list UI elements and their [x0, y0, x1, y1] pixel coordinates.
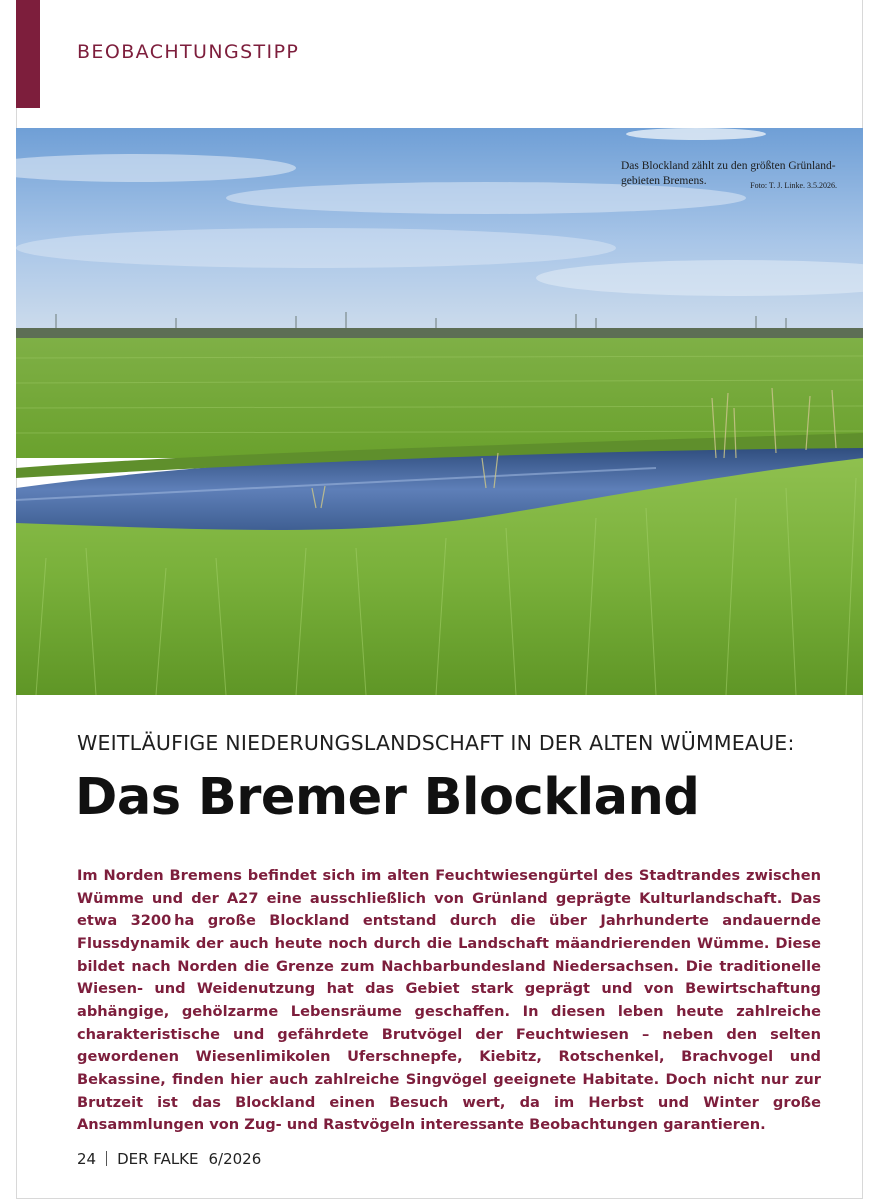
landscape-photo: [16, 128, 863, 695]
footer-divider: [106, 1151, 107, 1166]
page-number: 24: [77, 1150, 97, 1168]
section-color-bar: [16, 0, 40, 108]
photo-credit: Foto: T. J. Linke. 3.5.2026.: [750, 181, 837, 190]
issue-number: 6/2026: [208, 1150, 262, 1168]
photo-caption-text: Das Blockland zählt zu den größten Grünlandgebieten Bremens.: [621, 160, 836, 187]
section-label: BEOBACHTUNGSTIPP: [77, 41, 300, 63]
magazine-name: DER FALKE: [117, 1150, 199, 1168]
article-kicker: WEITLÄUFIGE NIEDERUNGSLANDSCHAFT IN DER ALTEN WÜMMEAUE:: [77, 731, 795, 755]
article-lead-paragraph: Im Norden Bremens befindet sich im alten Feuchtwiesengürtel des Stadtrandes zwischen Wümme und der A27 eine ausschließlich von Grünland geprägte Kulturlandschaft. Das etwa 3200 ha große Blockland entstand durch die über Jahrhunderte andauernde Flussdynamik der auch heute noch durch die Landschaft mäandrierenden Wümme. Diese bildet nach Norden die Grenze zum Nachbarbundesland Niedersachsen. Die traditionelle Wiesen- und Weidenutzung hat das Gebiet stark geprägt und von Bewirtschaftung abhängige, gehölzarme Lebensräume geschaffen. In diesen leben heute zahlreiche charakteristische und gefährdete Brutvögel der Feuchtwiesen – neben den selten gewordenen Wiesenlimikolen Uferschnepfe, Kiebitz, Rotschenkel, Brachvogel und Bekassine, finden hier auch zahlreiche Singvögel geeignete Habitate. Doch nicht nur zur Brutzeit ist das Blockland einen Besuch wert, da im Herbst und Winter große Ansammlungen von Zug- und Rastvögeln interessante Beobachtungen garantieren.: [77, 867, 821, 1134]
article-headline: Das Bremer Blockland: [75, 768, 700, 827]
photo-caption: [621, 159, 837, 193]
page-footer: [77, 1150, 261, 1168]
